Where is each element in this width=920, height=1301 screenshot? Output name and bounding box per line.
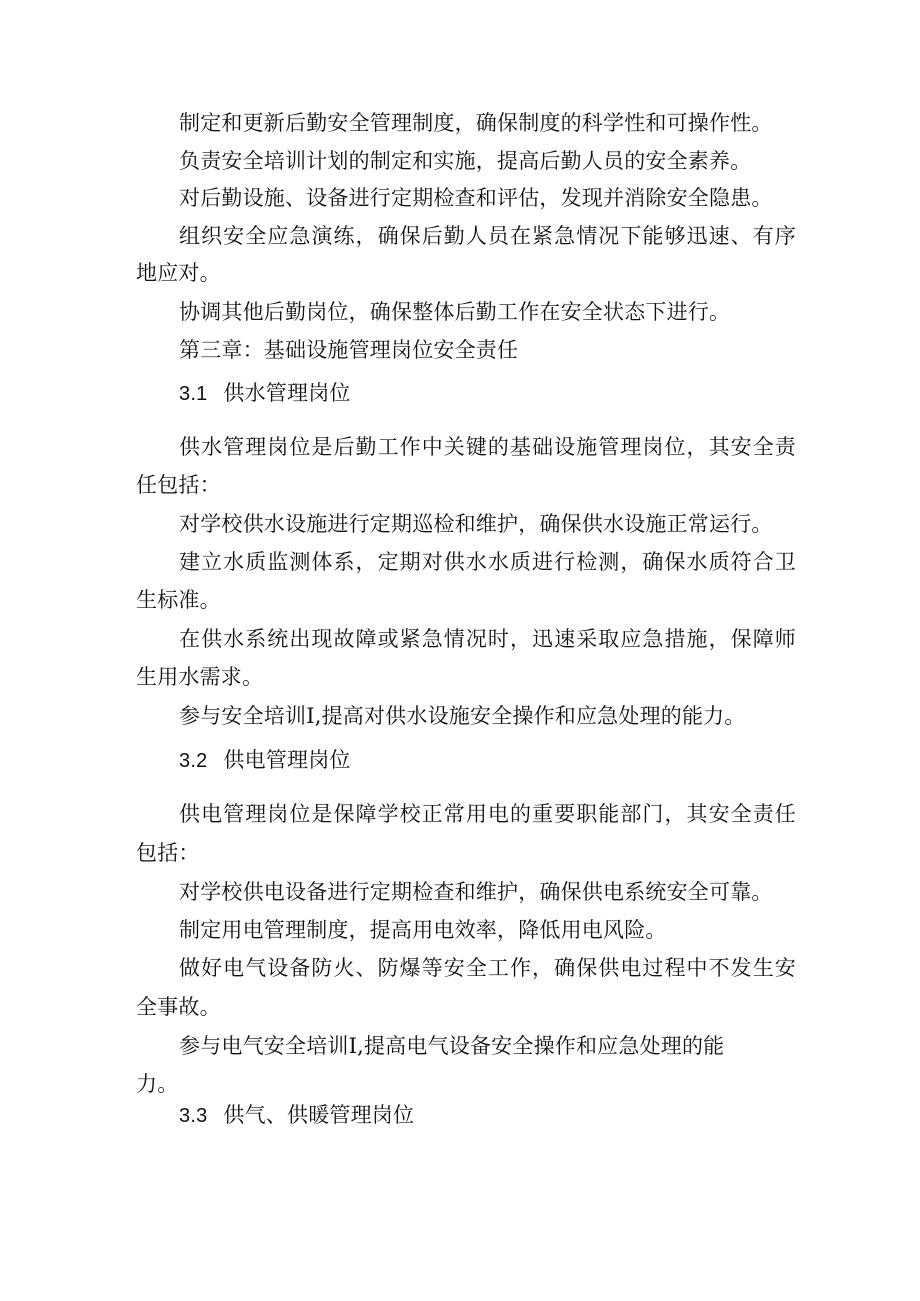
chapter-heading: 第三章：基础设施管理岗位安全责任 bbox=[179, 338, 519, 362]
section-number: 3.1 bbox=[179, 383, 208, 405]
paragraph-line: 供电管理岗位是保障学校正常用电的重要职能部门，其安全责任 bbox=[179, 802, 796, 826]
paragraph-line: 负责安全培训计划的制定和实施，提高后勤人员的安全素养。 bbox=[179, 149, 752, 173]
paragraph-line: 协调其他后勤岗位，确保整体后勤工作在安全状态下进行。 bbox=[179, 300, 731, 324]
paragraph-line: 对后勤设施、设备进行定期检查和评估，发现并消除安全隐患。 bbox=[179, 186, 773, 210]
paragraph-line: 供水管理岗位是后勤工作中关键的基础设施管理岗位，其安全责 bbox=[179, 435, 796, 459]
section-title: 供水管理岗位 bbox=[223, 381, 351, 405]
section-title: 供电管理岗位 bbox=[223, 748, 351, 772]
paragraph-line: 做好电气设备防火、防爆等安全工作，确保供电过程中不发生安 bbox=[179, 956, 796, 980]
paragraph-line: 参与安全培训I,提高对供水设施安全操作和应急处理的能力。 bbox=[179, 704, 746, 728]
paragraph-line: 生标准。 bbox=[136, 588, 221, 612]
paragraph-line: 建立水质监测体系，定期对供水水质进行检测，确保水质符合卫 bbox=[179, 550, 796, 574]
section-heading bbox=[179, 378, 796, 409]
section-heading bbox=[179, 745, 796, 776]
paragraph-line: 地应对。 bbox=[136, 261, 221, 285]
paragraph-line: 参与电气安全培训I,提高电气设备安全操作和应急处理的能 bbox=[179, 1034, 725, 1058]
paragraph-line: 任包括： bbox=[136, 473, 221, 497]
paragraph-line: 全事故。 bbox=[136, 995, 221, 1019]
paragraph-line: 对学校供电设备进行定期检查和维护，确保供电系统安全可靠。 bbox=[179, 880, 773, 904]
paragraph-line: 在供水系统出现故障或紧急情况时，迅速采取应急措施，保障师 bbox=[179, 627, 796, 651]
paragraph-line: 力。 bbox=[136, 1072, 179, 1096]
paragraph-line: 制定用电管理制度，提高用电效率，降低用电风险。 bbox=[179, 918, 667, 942]
paragraph-line: 制定和更新后勤安全管理制度，确保制度的科学性和可操作性。 bbox=[179, 111, 773, 135]
section-number: 3.3 bbox=[179, 1105, 208, 1127]
paragraph-line: 生用水需求。 bbox=[136, 665, 264, 689]
section-number: 3.2 bbox=[179, 750, 208, 772]
section-title: 供气、供暖管理岗位 bbox=[223, 1103, 415, 1127]
paragraph-line: 组织安全应急演练，确保后勤人员在紧急情况下能够迅速、有序 bbox=[179, 224, 796, 248]
paragraph-line: 对学校供水设施进行定期巡检和维护，确保供水设施正常运行。 bbox=[179, 512, 773, 536]
section-heading bbox=[179, 1100, 796, 1131]
paragraph-line: 包括： bbox=[136, 841, 200, 865]
